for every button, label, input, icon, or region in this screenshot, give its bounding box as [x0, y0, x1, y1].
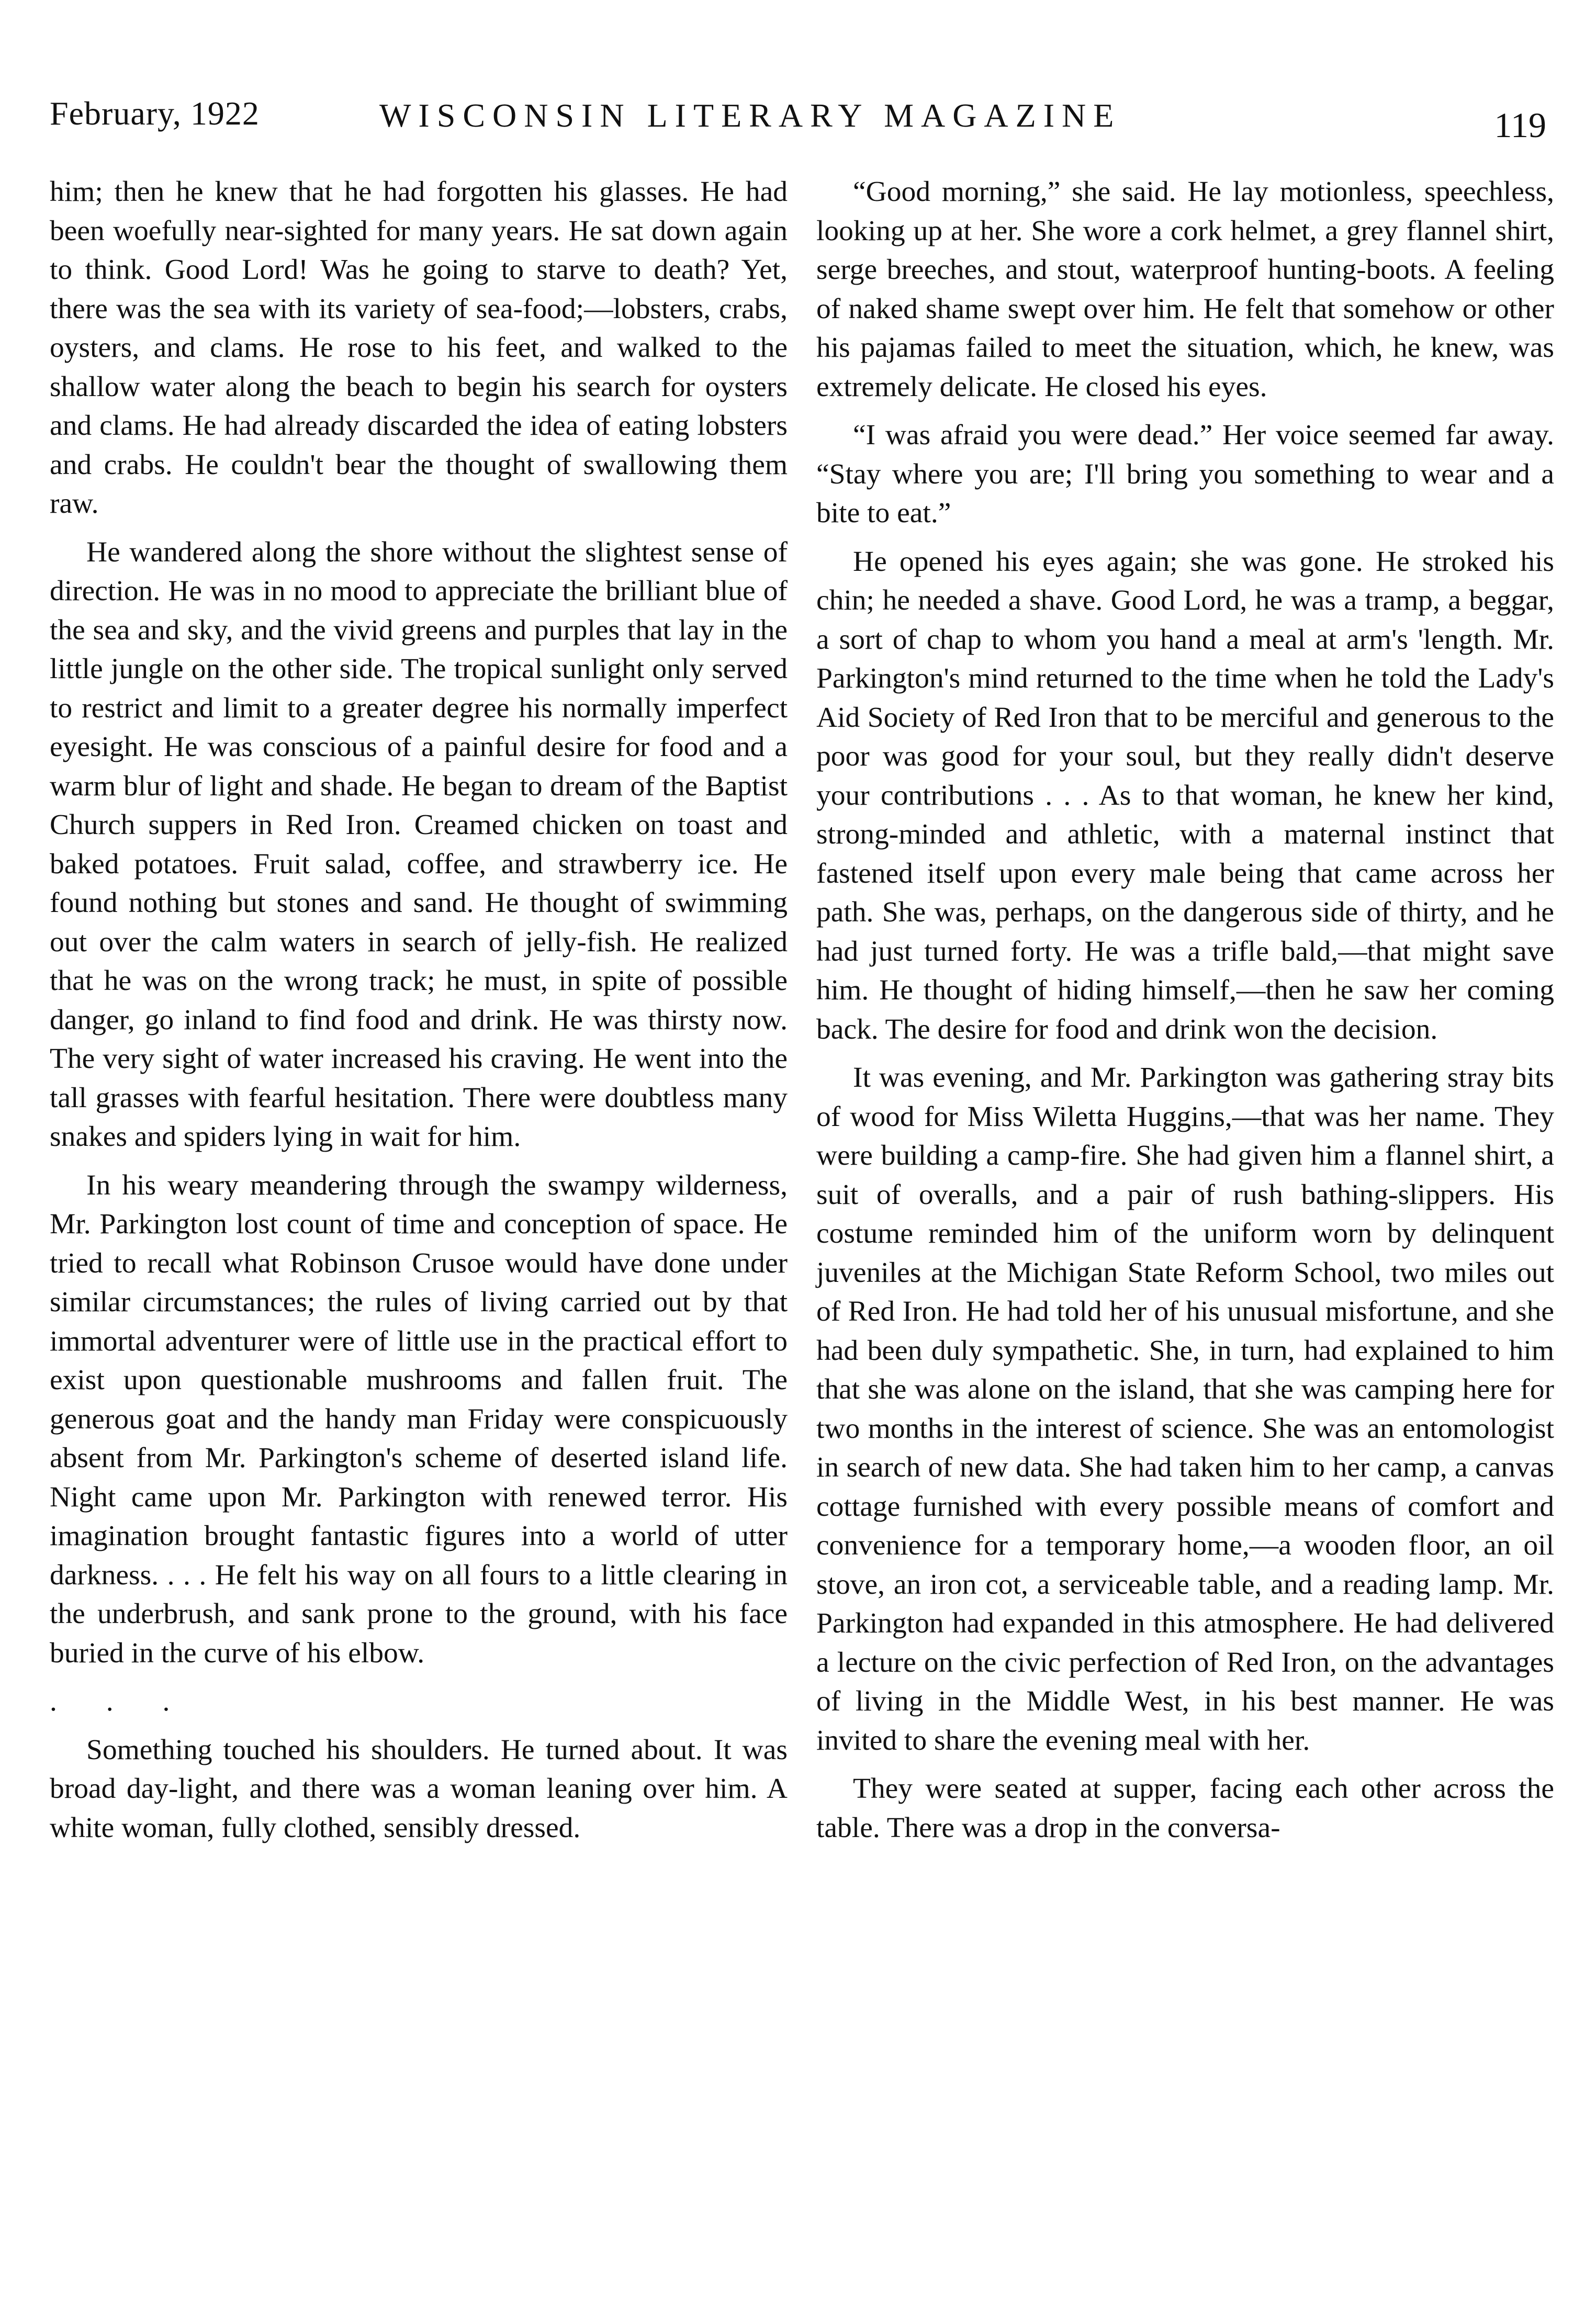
page-number: 119 — [1494, 105, 1546, 145]
magazine-title: WISCONSIN LITERARY MAGAZINE — [379, 97, 1121, 134]
paragraph: He opened his eyes again; she was gone. He stroked his chin; he needed a shave. Good Lord, he was a tramp, a beggar, a sort of chap to whom you hand a meal at arm's 'length. Mr. Parkington's mind returned to the time when he told the Lady's Aid Society of Red Iron that to be merciful and generous to the poor was good for your soul, but they really didn't deserve your contributions . . . As to that woman, he knew her kind, strong-minded and athletic, with a maternal instinct that fastened itself upon every male being that came across her path. She was, perhaps, on the dangerous side of thirty, and he had just turned forty. He was a trifle bald,—that might save him. He thought of hiding himself,—then he saw her coming back. The desire for food and drink won the decision. — [816, 545, 1554, 1045]
paragraph: In his weary meandering through the swampy wilderness, Mr. Parkington lost count of time and conception of space. He tried to recall what Robinson Crusoe would have done under similar circumstances; the rules of living carried out by that immortal adventurer were of little use in the practical effort to exist upon questionable mushrooms and fallen fruit. The generous goat and the handy man Friday were conspicuously absent from Mr. Parkington's scheme of deserted island life. Night came upon Mr. Parkington with renewed terror. His imagination brought fantastic figures into a world of utter darkness. . . . He felt his way on all fours to a little clearing in the underbrush, and sank prone to the ground, with his face buried in the curve of his elbow. — [50, 1169, 788, 1669]
paragraph: He wandered along the shore without the slightest sense of direction. He was in no mood to appreciate the brilliant blue of the sea and sky, and the vivid greens and purples that lay in the little jungle on the other side. The tropical sunlight only served to restrict and limit to a greater degree his normally imperfect eyesight. He was conscious of a painful desire for food and a warm blur of light and shade. He began to dream of the Baptist Church suppers in Red Iron. Creamed chicken on toast and baked potatoes. Fruit salad, coffee, and strawberry ice. He found nothing but stones and sand. He thought of swimming out over the calm waters in search of jelly-fish. He realized that he was on the wrong track; he must, in spite of possible danger, go inland to find food and drink. He was thirsty now. The very sight of water increased his craving. He went into the tall grasses with fearful hesitation. There were doubtless many snakes and spiders lying in wait for him. — [50, 536, 788, 1153]
left-column — [50, 173, 788, 1857]
ellipsis-break: . . . — [50, 1685, 191, 1717]
paragraph: It was evening, and Mr. Parkington was gathering stray bits of wood for Miss Wiletta Huggins,—that was her name. They were building a camp-fire. She had given him a flannel shirt, a suit of overalls, and a pair of rush bathing-slippers. His costume reminded him of the uniform worn by delinquent juveniles at the Michigan State Reform School, two miles out of Red Iron. He had told her of his unusual misfortune, and she had been duly sympathetic. She, in turn, had explained to him that she was alone on the island, that she was camping here for two months in the interest of science. She was an entomologist in search of new data. She had taken him to her camp, a canvas cottage furnished with every possible means of comfort and convenience for a temporary home,—a wooden floor, an oil stove, an iron cot, a serviceable table, and a reading lamp. Mr. Parkington had expanded in this atmosphere. He had delivered a lecture on the civic perfection of Red Iron, on the advantages of living in the Middle West, in his best manner. He was invited to share the evening meal with her. — [816, 1062, 1554, 1756]
paragraph: “I was afraid you were dead.” Her voice seemed far away. “Stay where you are; I'll bring you something to wear and a bite to eat.” — [816, 419, 1554, 529]
right-column — [816, 173, 1554, 1857]
paragraph: They were seated at supper, facing each other across the table. There was a drop in the conversa- — [816, 1773, 1554, 1844]
issue-date: February, 1922 — [50, 95, 260, 132]
page-header — [50, 94, 1546, 152]
paragraph: him; then he knew that he had forgotten his glasses. He had been woefully near-sighted for many years. He sat down again to think. Good Lord! Was he going to starve to death? Yet, there was the sea with its variety of sea-food;—lobsters, crabs, oysters, and clams. He rose to his feet, and walked to the shallow water along the beach to begin his search for oysters and clams. He had already discarded the idea of eating lobsters and crabs. He couldn't bear the thought of swallowing them raw. — [50, 176, 788, 520]
paragraph: “Good morning,” she said. He lay motionless, speechless, looking up at her. She wore a cork helmet, a grey flannel shirt, serge breeches, and stout, waterproof hunting-boots. A feeling of naked shame swept over him. He felt that somehow or other his pajamas failed to meet the situation, which, he knew, was extremely delicate. He closed his eyes. — [816, 176, 1554, 403]
paragraph: Something touched his shoulders. He turned about. It was broad day-light, and there was a woman leaning over him. A white woman, fully clothed, sensibly dressed. — [50, 1733, 788, 1844]
